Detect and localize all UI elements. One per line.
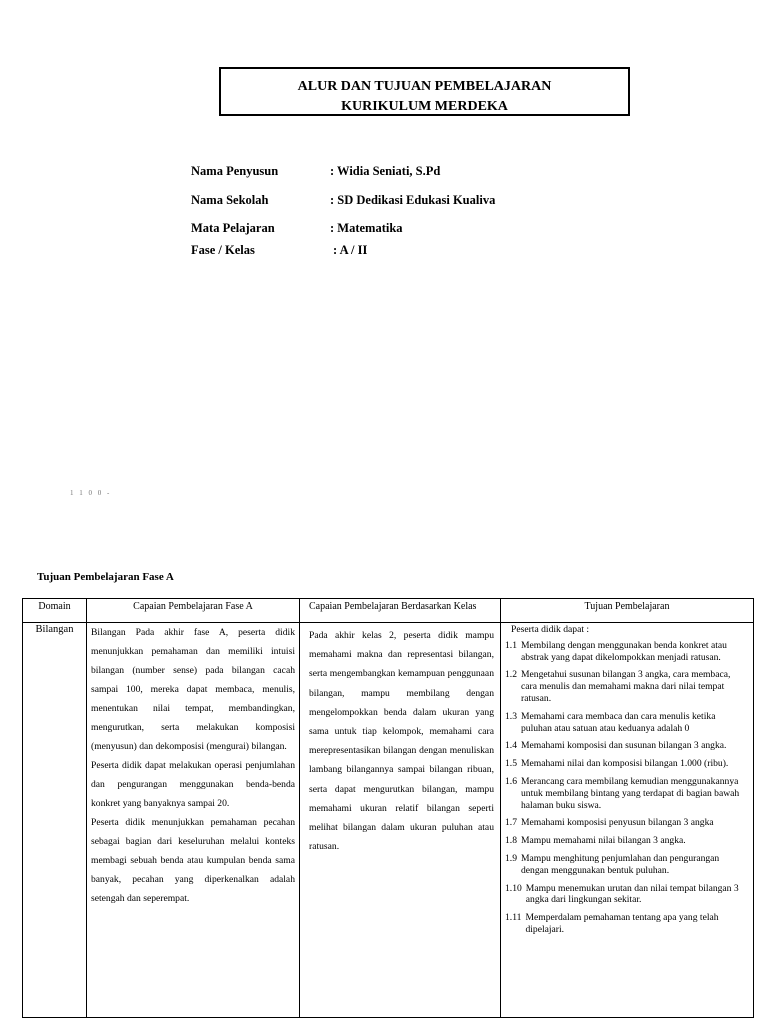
list-item — [505, 883, 747, 907]
table-row — [23, 623, 754, 1018]
tp-intro: Peserta didik dapat : — [511, 624, 590, 635]
list-item — [505, 640, 747, 664]
tujuan-cell — [501, 623, 754, 1018]
section-title: Tujuan Pembelajaran Fase A — [37, 571, 174, 583]
meta-value: : Widia Seniati, S.Pd — [330, 164, 441, 178]
meta-label: Nama Sekolah — [191, 193, 269, 207]
list-item — [505, 835, 747, 847]
meta-value: : A / II — [333, 243, 368, 257]
tp-number: 1.5 — [505, 758, 517, 770]
meta-label: Fase / Kelas — [191, 243, 255, 257]
list-item — [505, 776, 747, 811]
header-cp-fase-a: Capaian Pembelajaran Fase A — [87, 599, 300, 623]
tp-text: Mampu memahami nilai bilangan 3 angka. — [521, 835, 686, 847]
tp-text: Memahami komposisi penyusun bilangan 3 angka — [521, 817, 714, 829]
document-title-box — [219, 67, 630, 116]
meta-value: : SD Dedikasi Edukasi Kualiva — [330, 193, 496, 207]
tp-text: Merancang cara membilang kemudian menggunakannya untuk membilang bintang yang terdapat di bagian bawah halaman buku siswa. — [521, 775, 740, 811]
tp-number: 1.6 — [505, 775, 517, 787]
cp-fase-a-cell — [87, 623, 300, 1018]
list-item — [505, 853, 747, 877]
tp-text: Mengetahui susunan bilangan 3 angka, cara membaca, cara menulis dan memahami makna dari nilai tempat ratusan. — [521, 669, 731, 704]
header-cp-kelas: Capaian Pembelajaran Berdasarkan Kelas — [300, 599, 501, 623]
title-line-2: KURIKULUM MERDEKA — [341, 99, 508, 114]
meta-value: : Matematika — [330, 221, 403, 235]
list-item — [505, 912, 747, 936]
tp-number: 1.7 — [505, 817, 517, 829]
tp-text: Memahami komposisi dan susunan bilangan 3 angka. — [521, 740, 727, 752]
tp-text: Memahami cara membaca dan cara menulis ketika puluhan atau satuan atau keduanya adalah 0 — [521, 710, 716, 734]
list-item — [505, 758, 747, 770]
tp-number: 1.9 — [505, 852, 517, 864]
list-item — [505, 817, 747, 829]
page-mark: 1 1 0 0 - — [70, 489, 112, 497]
cp-kelas-cell: Pada akhir kelas 2, peserta didik mampu memahami makna dan representasi bilangan, serta mengembangkan kemampuan penggunaan bilangan, mampu membilang dengan mengelompokkan benda dalam ukuran yang sama untuk tiap kelompok, memahami cara merepresentasikan bilangan dengan menuliskan lambang bilangannya sampai bilangan ribuan, serta dapat mengurutkan bilangan, mampu memahami ukuran relatif bilangan seperti melihat bilangan dalam ukuran puluhan atau ratusan. — [300, 623, 501, 1018]
tp-text: Mampu menemukan urutan dan nilai tempat bilangan 3 angka dari lingkungan sekitar. — [525, 882, 739, 906]
tp-text: Mampu menghitung penjumlahan dan pengurangan dengan menggunakan bentuk puluhan. — [521, 852, 720, 876]
tp-number: 1.1 — [505, 639, 517, 651]
tp-number: 1.11 — [505, 912, 522, 924]
table-header-row — [23, 599, 754, 623]
tp-text: Memahami nilai dan komposisi bilangan 1.000 (ribu). — [521, 758, 729, 770]
tp-number: 1.3 — [505, 710, 517, 722]
tp-text: Memperdalam pemahaman tentang apa yang telah dipelajari. — [525, 912, 719, 935]
cp-paragraph: Peserta didik dapat melakukan operasi penjumlahan dan pengurangan menggunakan benda-benda konkret yang banyaknya sampai 20. — [91, 760, 295, 809]
list-item — [505, 711, 747, 735]
tp-number: 1.2 — [505, 669, 517, 681]
title-line-1: ALUR DAN TUJUAN PEMBELAJARAN — [297, 79, 552, 94]
tp-number: 1.4 — [505, 740, 517, 752]
list-item — [505, 669, 747, 704]
list-item — [505, 740, 747, 752]
cp-paragraph: Bilangan Pada akhir fase A, peserta didik menunjukkan pemahaman dan memiliki intuisi bilangan (number sense) pada bilangan cacah sampai 100, mereka dapat membaca, menulis, menentukan nilai tempat, membandingkan, mengurutkan, serta melakukan komposisi (menyusun) dan dekomposisi (mengurai) bilangan. — [91, 627, 295, 752]
domain-cell: Bilangan — [23, 623, 87, 1018]
meta-label: Nama Penyusun — [191, 164, 279, 178]
header-domain: Domain — [23, 599, 87, 623]
tp-text: Membilang dengan menggunakan benda konkret atau abstrak yang dapat dikelompokkan menjadi ratusan. — [521, 639, 727, 663]
tp-number: 1.10 — [505, 882, 522, 894]
cp-paragraph: Peserta didik menunjukkan pemahaman pecahan sebagai bagian dari keseluruhan melalui konteks membagi sebuah benda atau kumpulan benda sama banyak, pecahan yang diperkenalkan adalah setengah dan seperempat. — [91, 817, 295, 904]
tp-number: 1.8 — [505, 835, 517, 847]
meta-label: Mata Pelajaran — [191, 221, 275, 235]
learning-objectives-table — [22, 598, 754, 1018]
header-tujuan: Tujuan Pembelajaran — [501, 599, 754, 623]
